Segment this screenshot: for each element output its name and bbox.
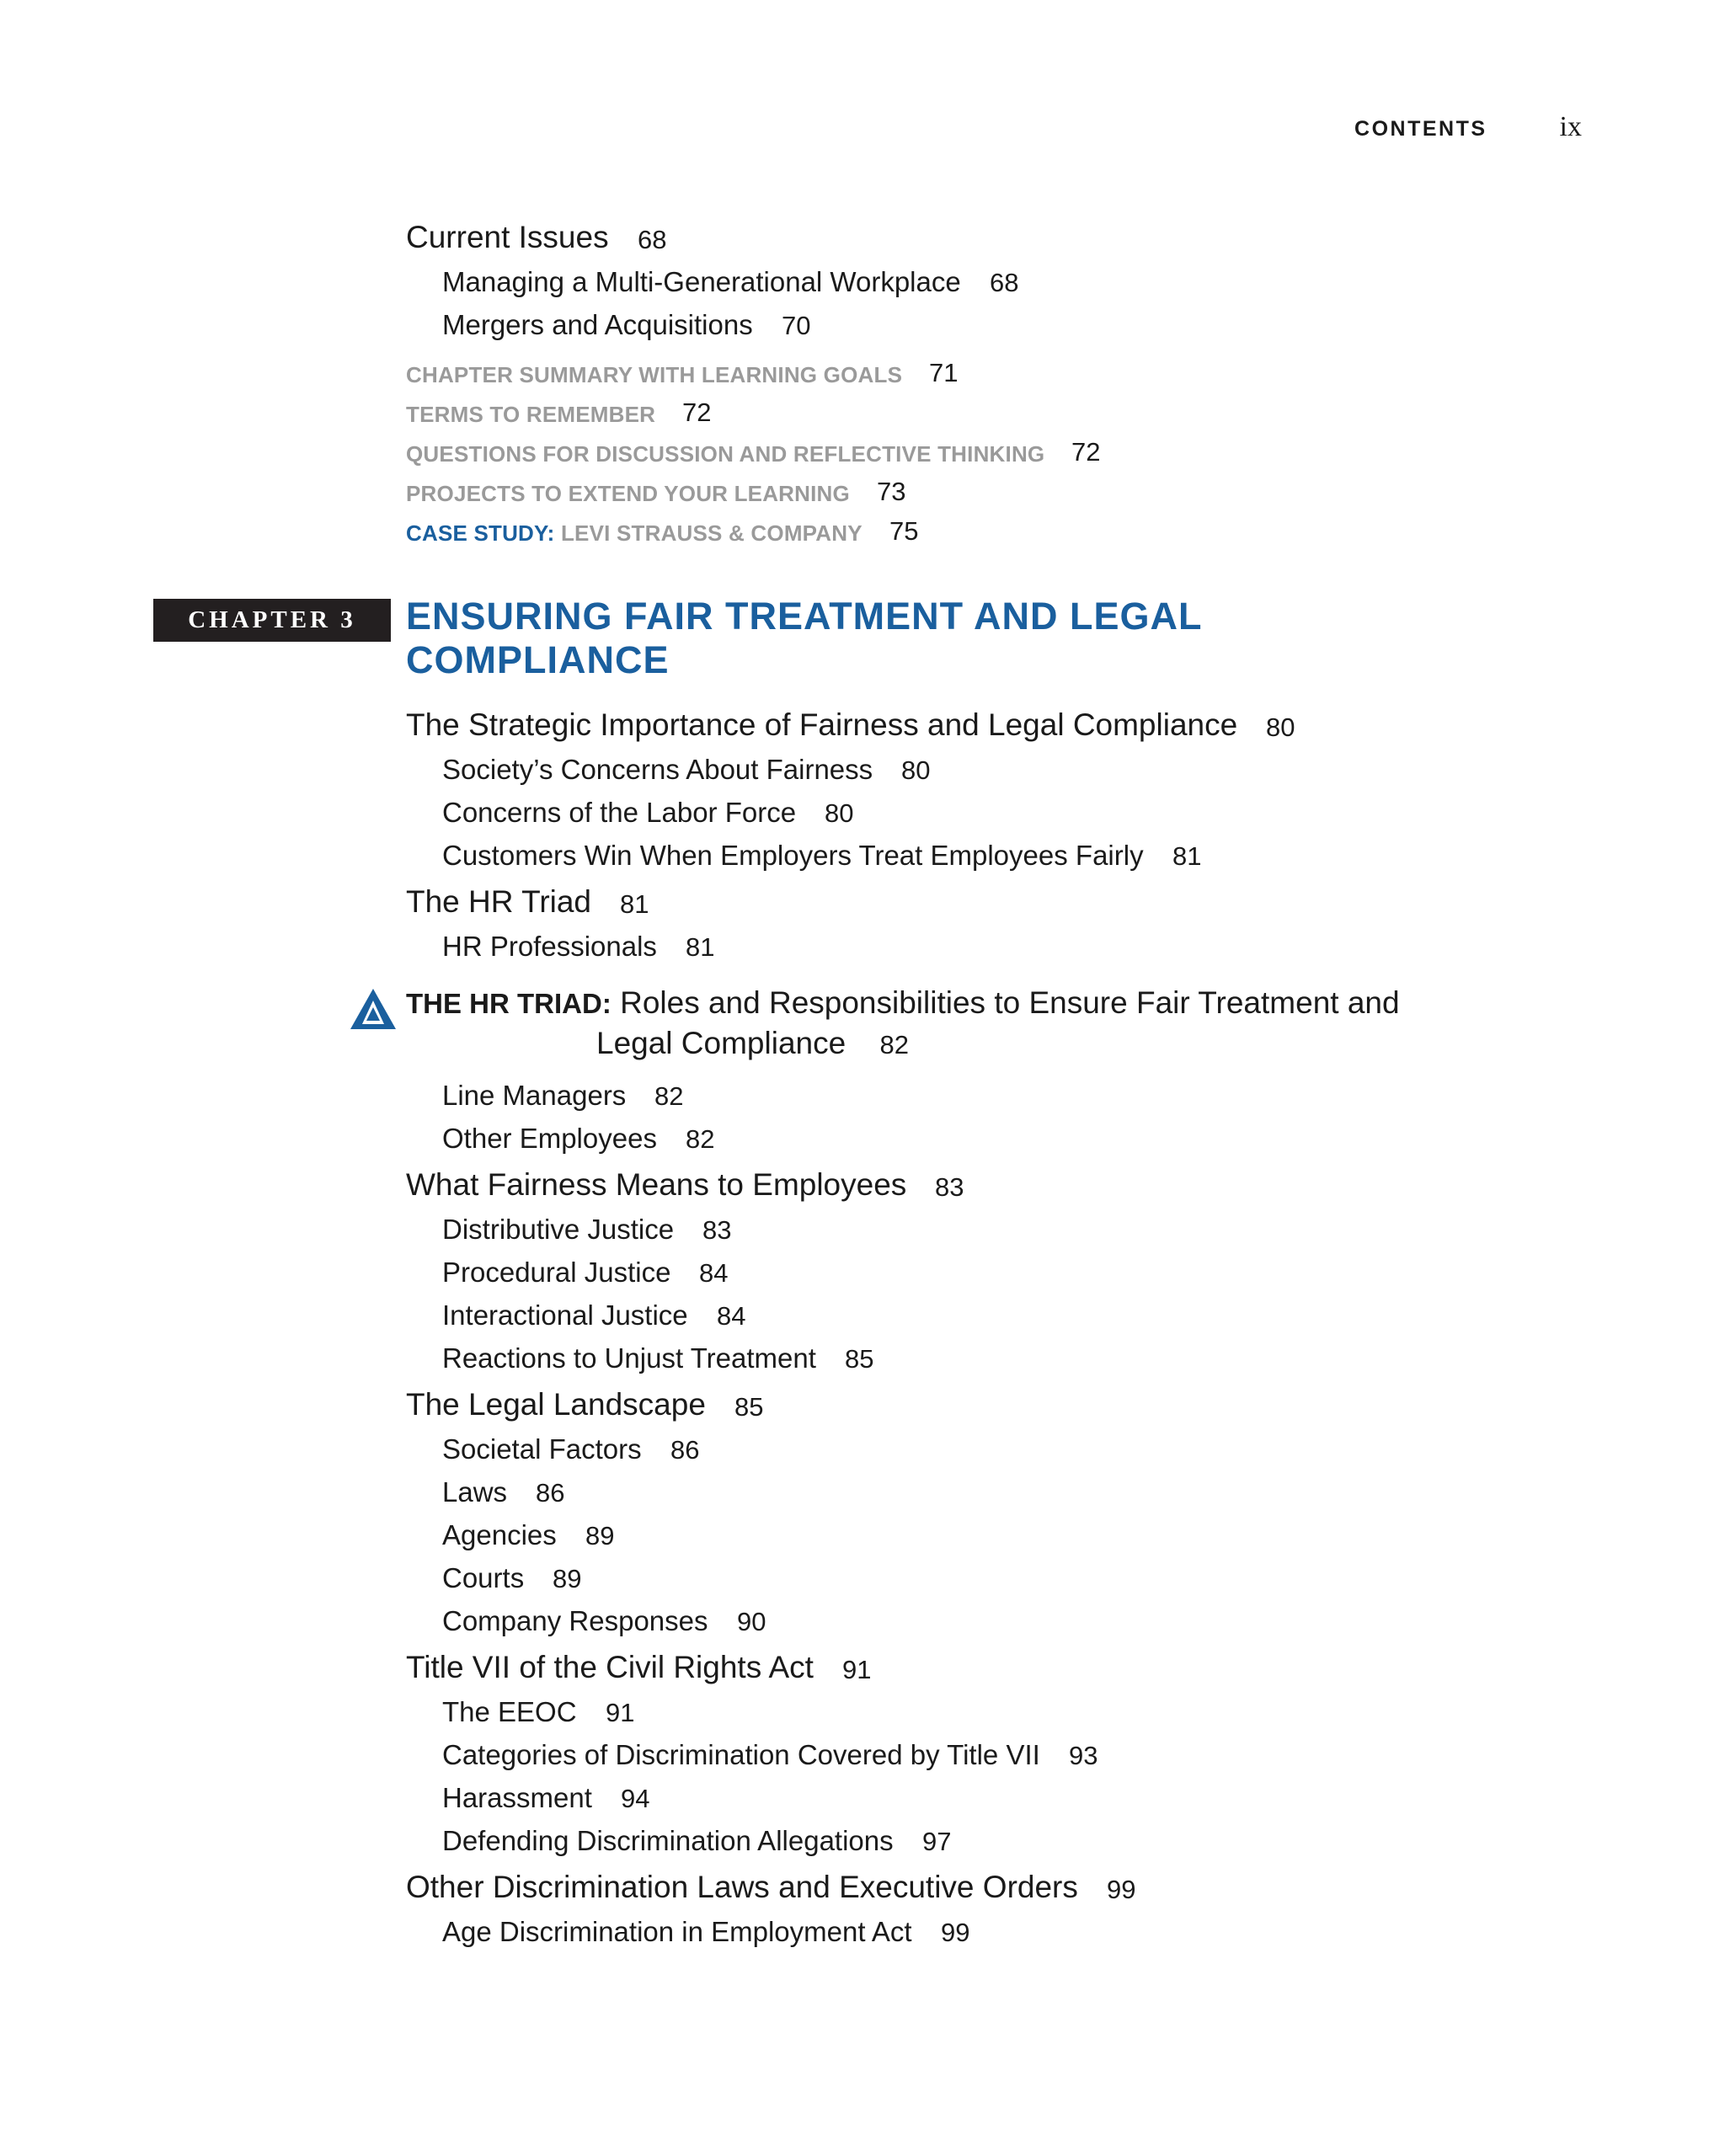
- toc-entry-label: [406, 1387, 706, 1422]
- toc-entry[interactable]: [0, 930, 1725, 973]
- page-number: 91: [606, 1698, 635, 1727]
- toc-entry-text: TERMS TO REMEMBER: [406, 402, 656, 427]
- page-number: 84: [699, 1258, 729, 1288]
- back-matter-entry[interactable]: [0, 398, 1725, 438]
- toc-list-previous-chapter: [0, 217, 1725, 351]
- toc-entry[interactable]: [0, 839, 1725, 882]
- back-matter-entry[interactable]: [0, 438, 1725, 478]
- toc-entry-label: [406, 220, 609, 255]
- page-number: 75: [889, 516, 919, 546]
- toc-entry-text: Procedural Justice: [442, 1257, 671, 1288]
- toc-entry-text: The Legal Landscape: [406, 1387, 706, 1422]
- toc-entry-text: Agencies: [442, 1519, 557, 1550]
- toc-entry-text: The Strategic Importance of Fairness and Legal Compliance: [406, 707, 1238, 742]
- page-number: 91: [842, 1655, 872, 1684]
- toc-entry[interactable]: [0, 796, 1725, 839]
- toc-entry[interactable]: [0, 1738, 1725, 1781]
- toc-entry-label: [406, 441, 1044, 467]
- toc-entry-text: Line Managers: [442, 1080, 627, 1111]
- page-number: 84: [717, 1301, 746, 1331]
- toc-entry[interactable]: [0, 1561, 1725, 1604]
- toc-entry-label: [442, 1080, 626, 1112]
- page-number: 85: [845, 1344, 874, 1374]
- toc-entry-text: Current Issues: [406, 220, 609, 254]
- toc-list-chapter-3-part-a: [0, 705, 1725, 973]
- back-matter-entry[interactable]: [0, 517, 1725, 557]
- toc-entry-label: [442, 1782, 592, 1814]
- toc-entry-text: Mergers and Acquisitions: [442, 309, 753, 340]
- toc-entry[interactable]: [0, 1256, 1725, 1299]
- page-number: 82: [654, 1081, 684, 1111]
- back-matter-entry[interactable]: [0, 359, 1725, 398]
- toc-entry[interactable]: [0, 217, 1725, 265]
- toc-entry[interactable]: [0, 1476, 1725, 1518]
- page-number: 99: [941, 1918, 970, 1947]
- toc-entry-label: [442, 1562, 524, 1594]
- page-number: 85: [734, 1392, 764, 1422]
- toc-entry-text: Distributive Justice: [442, 1214, 675, 1245]
- page-number: 72: [682, 398, 712, 427]
- toc-entry-label: [406, 884, 591, 920]
- toc-entry-text: Other Employees: [442, 1123, 657, 1154]
- hr-triad-icon: [350, 989, 396, 1029]
- toc-entry-text: Societal Factors: [442, 1433, 642, 1465]
- toc-entry-label: [442, 1342, 816, 1374]
- toc-entry-label: [406, 402, 655, 428]
- case-study-prefix: CASE STUDY:: [406, 520, 555, 546]
- hr-triad-title-1: Roles and Responsibilities to Ensure Fair Treatment and: [620, 985, 1400, 1020]
- toc-entry-label: [406, 520, 862, 547]
- page-number: 72: [1071, 437, 1101, 467]
- page-number: 83: [702, 1215, 732, 1245]
- toc-back-matter: [0, 359, 1725, 557]
- page-number: 73: [877, 477, 906, 506]
- toc-entry[interactable]: [0, 1647, 1725, 1695]
- toc-entry-text: Laws: [442, 1476, 508, 1508]
- hr-triad-line-2: [596, 1026, 909, 1061]
- toc-entry-label: [406, 481, 850, 507]
- toc-entry[interactable]: [0, 1342, 1725, 1385]
- toc-entry-text: QUESTIONS FOR DISCUSSION AND REFLECTIVE THINKING: [406, 441, 1045, 467]
- toc-entry[interactable]: [0, 705, 1725, 753]
- toc-entry-label: [442, 1696, 577, 1728]
- toc-entry-label: [442, 1299, 688, 1331]
- toc-entry-text: Courts: [442, 1562, 525, 1593]
- toc-entry[interactable]: [0, 1695, 1725, 1738]
- toc-entry[interactable]: [0, 1518, 1725, 1561]
- page-number: 82: [879, 1030, 909, 1059]
- toc-entry-label: [442, 1214, 674, 1246]
- page-number: 70: [782, 311, 811, 340]
- toc-entry-label: [442, 1825, 894, 1857]
- toc-entry[interactable]: [0, 1915, 1725, 1958]
- toc-entry-text: Harassment: [442, 1782, 592, 1813]
- toc-entry-text: Interactional Justice: [442, 1299, 688, 1331]
- toc-entry-label: [442, 754, 873, 786]
- page-number: 99: [1107, 1875, 1136, 1904]
- page-number: 93: [1069, 1741, 1098, 1770]
- toc-entry-text: Customers Win When Employers Treat Employees Fairly: [442, 840, 1144, 871]
- toc-entry-text: The HR Triad: [406, 884, 592, 919]
- toc-entry-label: [406, 362, 902, 388]
- page-number: 94: [621, 1784, 650, 1813]
- toc-entry-label: [442, 1257, 670, 1289]
- toc-entry-label: [406, 1167, 906, 1203]
- toc-entry-label: [442, 309, 753, 341]
- toc-entry-text: Managing a Multi-Generational Workplace: [442, 266, 961, 297]
- hr-triad-title-2: Legal Compliance: [596, 1026, 846, 1060]
- page-number: 86: [536, 1478, 565, 1508]
- page-number: 89: [585, 1521, 615, 1550]
- toc-entry[interactable]: [0, 1165, 1725, 1213]
- toc-entry-text: Other Discrimination Laws and Executive Orders: [406, 1870, 1078, 1904]
- page-number: 90: [737, 1607, 766, 1636]
- page-number: 83: [935, 1172, 964, 1202]
- toc-entry-text: Society’s Concerns About Fairness: [442, 754, 873, 785]
- toc-entry-label: [406, 1650, 814, 1685]
- page-number: 89: [553, 1564, 582, 1593]
- hr-triad-line-1: [406, 985, 1400, 1021]
- toc-entry-text: What Fairness Means to Employees: [406, 1167, 907, 1202]
- page-number: 68: [990, 268, 1019, 297]
- page-number: 97: [922, 1827, 952, 1856]
- page-number: 71: [929, 358, 959, 387]
- chapter-title: ENSURING FAIR TREATMENT AND LEGAL COMPLIANCE: [406, 595, 1202, 681]
- toc-list-chapter-3-part-b: [0, 1079, 1725, 1958]
- toc-entry[interactable]: [0, 1079, 1725, 1122]
- toc-entry-label: [442, 266, 961, 298]
- page-number: 81: [620, 889, 649, 919]
- toc-entry-text: Title VII of the Civil Rights Act: [406, 1650, 814, 1684]
- toc-entry-text: Age Discrimination in Employment Act: [442, 1916, 912, 1947]
- toc-entry-text: Reactions to Unjust Treatment: [442, 1342, 816, 1374]
- page-number: 86: [670, 1435, 700, 1465]
- toc-entry-text: The EEOC: [442, 1696, 577, 1727]
- toc-entry[interactable]: [0, 1213, 1725, 1256]
- toc-entry[interactable]: [0, 308, 1725, 351]
- page-number: 68: [638, 225, 667, 254]
- hr-triad-entry[interactable]: [0, 985, 1725, 1086]
- toc-entry-label: [442, 1605, 708, 1637]
- toc-entry[interactable]: [0, 1867, 1725, 1915]
- page-number: 81: [1172, 841, 1202, 871]
- toc-entry-text: Defending Discrimination Allegations: [442, 1825, 894, 1856]
- toc-entry-label: [442, 797, 796, 829]
- running-head: [1354, 111, 1582, 143]
- page-number: 81: [686, 932, 715, 962]
- toc-entry-label: [442, 1123, 657, 1155]
- toc-entry-text: Concerns of the Labor Force: [442, 797, 797, 828]
- toc-entry-text: PROJECTS TO EXTEND YOUR LEARNING: [406, 481, 850, 506]
- toc-entry-label: [442, 840, 1144, 872]
- toc-entry[interactable]: [0, 753, 1725, 796]
- toc-entry[interactable]: [0, 1604, 1725, 1647]
- toc-entry-label: [442, 1433, 642, 1465]
- running-head-title: CONTENTS: [1354, 117, 1487, 141]
- toc-entry[interactable]: [0, 1781, 1725, 1824]
- toc-entry[interactable]: [0, 265, 1725, 308]
- toc-entry-text: CHAPTER SUMMARY WITH LEARNING GOALS: [406, 362, 903, 387]
- toc-entry-text: Categories of Discrimination Covered by Title VII: [442, 1739, 1040, 1770]
- toc-entry-text: LEVI STRAUSS & COMPANY: [560, 520, 862, 546]
- toc-entry-label: [442, 1916, 912, 1948]
- page-number: 82: [686, 1124, 715, 1154]
- toc-entry[interactable]: [0, 1385, 1725, 1433]
- toc-entry-label: [406, 707, 1237, 743]
- toc-entry-text: HR Professionals: [442, 931, 657, 962]
- toc-entry[interactable]: [0, 1433, 1725, 1476]
- page-folio: ix: [1559, 111, 1582, 142]
- toc-entry-text: Company Responses: [442, 1605, 708, 1636]
- page-number: 80: [901, 755, 931, 785]
- toc-entry-label: [406, 1870, 1078, 1905]
- back-matter-entry[interactable]: [0, 478, 1725, 517]
- chapter-tab: CHAPTER 3: [153, 599, 391, 642]
- toc-entry-label: [442, 1519, 557, 1551]
- toc-entry[interactable]: [0, 1824, 1725, 1867]
- toc-entry[interactable]: [0, 882, 1725, 930]
- toc-entry[interactable]: [0, 1122, 1725, 1165]
- page-number: 80: [825, 798, 854, 828]
- toc-entry-label: [442, 1476, 507, 1508]
- toc-entry-label: [442, 931, 657, 963]
- page-number: 80: [1266, 712, 1295, 742]
- toc-entry-label: [442, 1739, 1040, 1771]
- toc-entry[interactable]: [0, 1299, 1725, 1342]
- hr-triad-label: THE HR TRIAD:: [406, 988, 611, 1019]
